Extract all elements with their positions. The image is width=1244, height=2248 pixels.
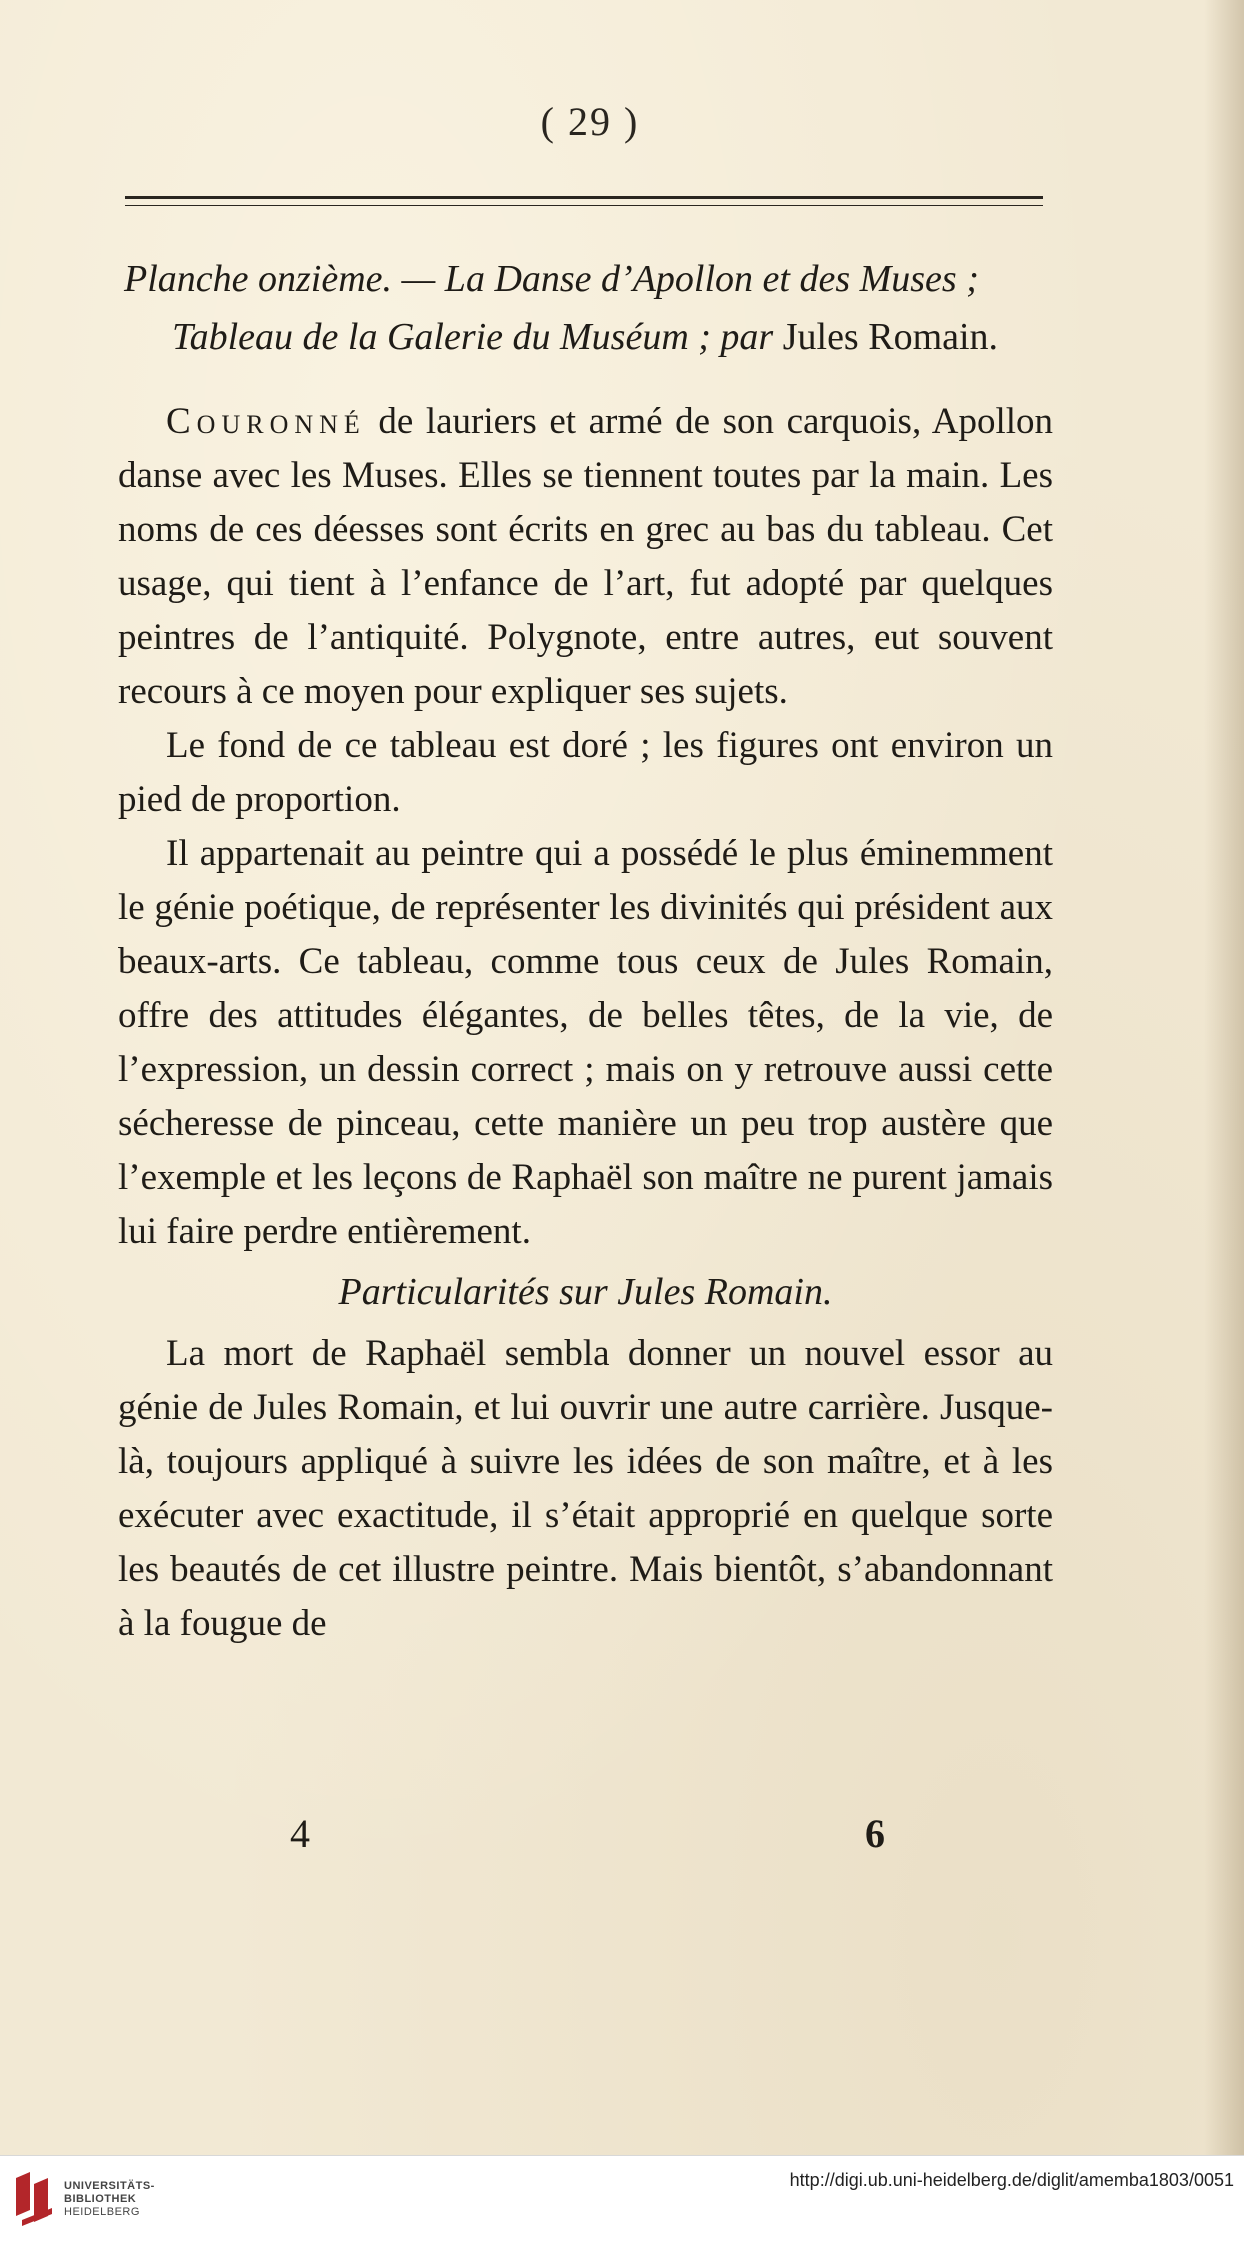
logo-line-3: HEIDELBERG (64, 2206, 140, 2218)
library-logo-text (64, 2180, 155, 2219)
paragraph-1-lead: Couronné (166, 401, 366, 442)
plate-title-artist: Jules Romain. (782, 316, 999, 358)
viewer-footer (0, 2155, 1244, 2248)
plate-title-line2-italic: Tableau de la Galerie du Muséum ; par (171, 316, 774, 358)
paragraph-1-text: de lauriers et armé de son carquois, Apollon danse avec les Muses. Elles se tiennent toutes par la main. Les noms de ces déesses sont écrits en grec au bas du tableau. Cet usage, qui tient à l’enfance de l’art, fut adopté par quelques peintres de l’antiquité. Polygnote, entre autres, eut souvent recours à ce moyen pour expliquer ses sujets. (118, 401, 1053, 712)
header-rule-thin (125, 205, 1043, 206)
body-text (118, 395, 1053, 1651)
plate-title-line2 (120, 308, 1050, 366)
paragraph-3: Il appartenait au peintre qui a possédé le plus éminemment le génie poétique, de représenter les divinités qui président aux beaux-arts. Ce tableau, comme tous ceux de Jules Romain, offre des attitudes élégantes, de belles têtes, de la vie, de l’expression, un dessin correct ; mais on y retrouve aussi cette sécheresse de pinceau, cette manière un peu trop austère que l’exemple et les leçons de Raphaël son maître ne purent jamais lui faire perdre entièrement. (118, 833, 1053, 1252)
plate-title-line1: Planche onzième. — La Danse d’Apollon et des Muses ; (124, 258, 979, 300)
paragraph-4: La mort de Raphaël sembla donner un nouvel essor au génie de Jules Romain, et lui ouvrir une autre carrière. Jusque-là, toujours appliqué à suivre les idées de son maître, et à les exécuter avec exactitude, il s’était approprié en quelque sorte les beautés de cet illustre peintre. Mais bientôt, s’abandonnant à la fougue de (118, 1333, 1053, 1644)
paragraph-2: Le fond de ce tableau est doré ; les figures ont environ un pied de proportion. (118, 725, 1053, 820)
logo-line-2: BIBLIOTHEK (64, 2193, 137, 2205)
header-rule-thick (125, 196, 1043, 199)
paragraph-1 (118, 395, 1053, 719)
permalink-url[interactable]: http://digi.ub.uni-heidelberg.de/diglit/amemba1803/0051 (789, 2170, 1234, 2190)
logo-line-1: UNIVERSITÄTS- (64, 2180, 155, 2192)
signature-marks (0, 1810, 1244, 1870)
signature-mark-right: 6 (865, 1811, 885, 1856)
library-logo-icon (12, 2170, 56, 2234)
page-number: ( 29 ) (540, 99, 640, 144)
section-subheading: Particularités sur Jules Romain. (338, 1271, 833, 1313)
signature-mark-left: 4 (290, 1811, 310, 1856)
plate-title (120, 250, 1050, 366)
